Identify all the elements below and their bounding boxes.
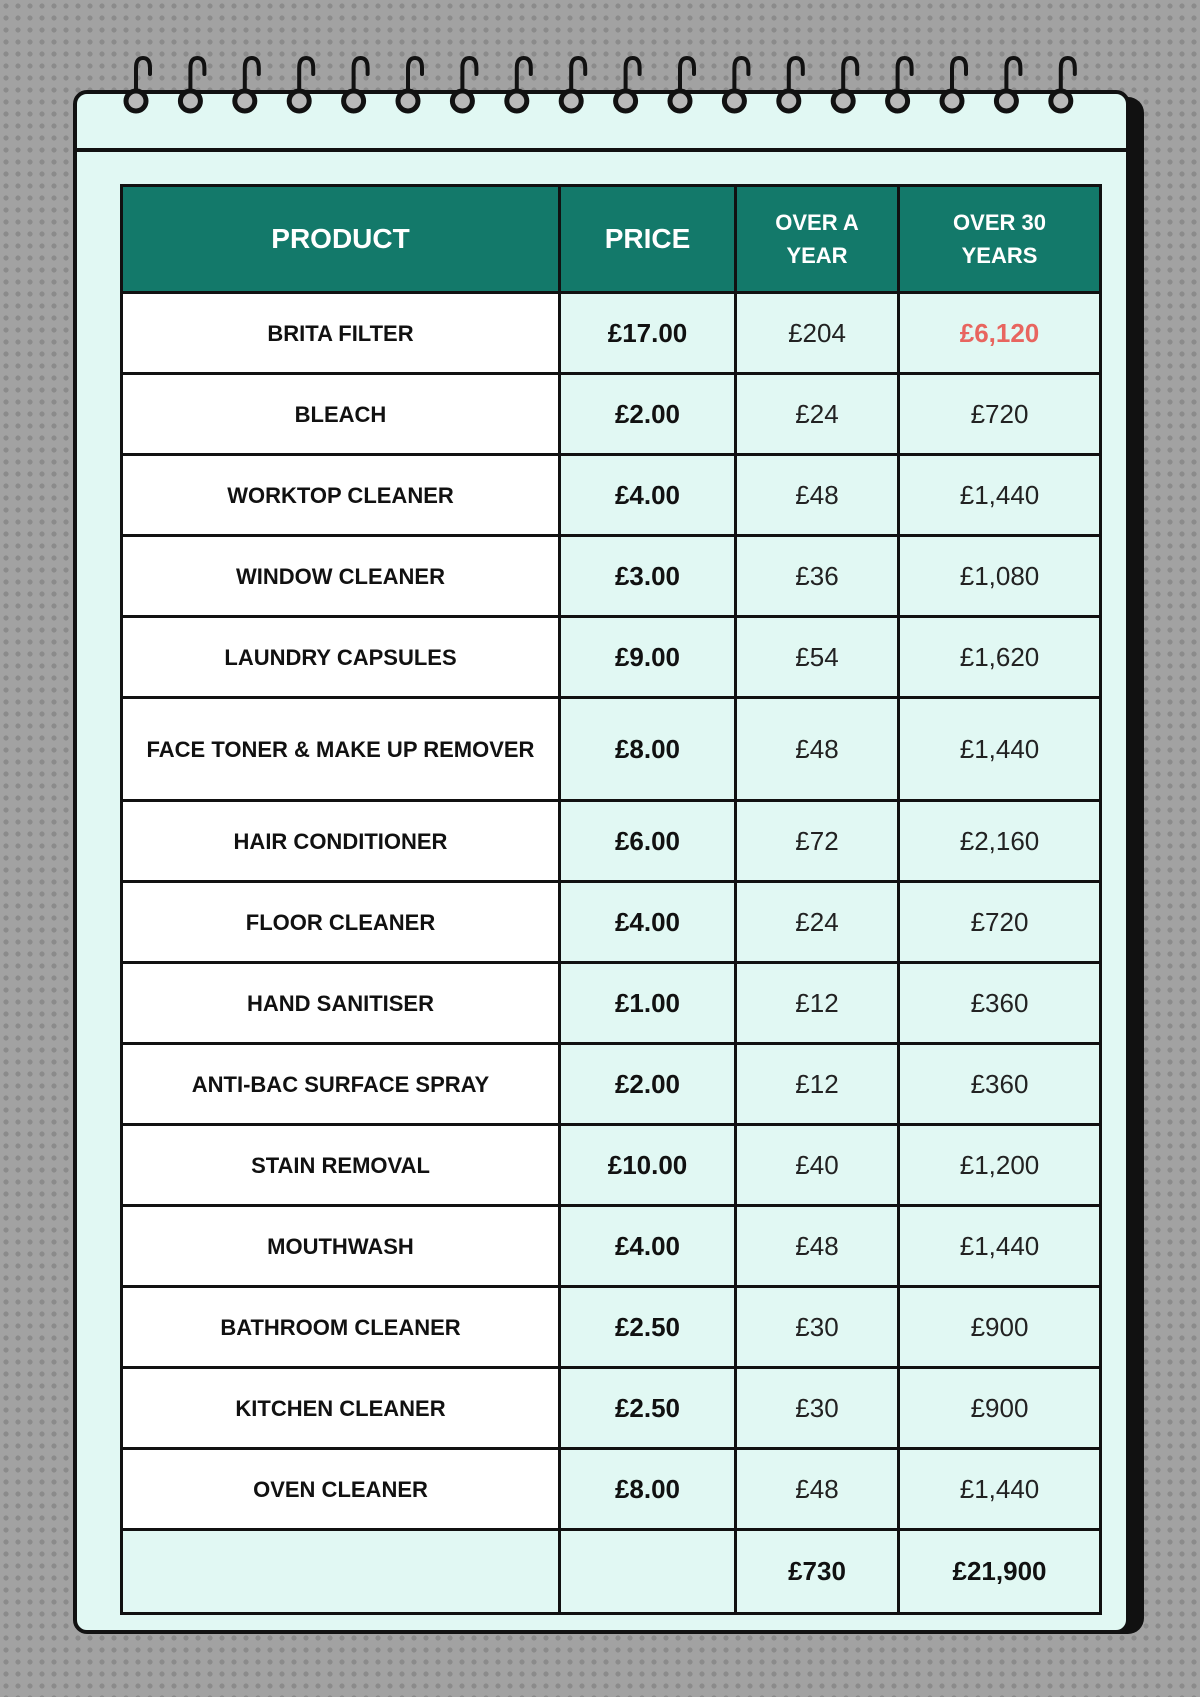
table-row — [122, 882, 1101, 963]
table-row — [122, 293, 1101, 374]
price-cell: £8.00 — [560, 1449, 736, 1530]
over-a-year-cell: £24 — [736, 882, 899, 963]
over-a-year-cell: £30 — [736, 1368, 899, 1449]
over-a-year-cell: £48 — [736, 455, 899, 536]
table-row — [122, 1287, 1101, 1368]
product-cell: HAIR CONDITIONER — [122, 801, 560, 882]
totals-row — [122, 1530, 1101, 1614]
table-row — [122, 1044, 1101, 1125]
over-30-years-cell: £720 — [899, 374, 1101, 455]
over-a-year-cell: £48 — [736, 698, 899, 801]
over-30-years-cell: £360 — [899, 963, 1101, 1044]
over-a-year-cell: £72 — [736, 801, 899, 882]
product-cell: BRITA FILTER — [122, 293, 560, 374]
table-row — [122, 455, 1101, 536]
header-over-a-year-line2: YEAR — [786, 243, 848, 268]
header-over-a-year — [736, 186, 899, 293]
price-cell: £10.00 — [560, 1125, 736, 1206]
product-cell: WINDOW CLEANER — [122, 536, 560, 617]
over-30-years-cell: £6,120 — [899, 293, 1101, 374]
over-30-years-cell: £1,440 — [899, 1206, 1101, 1287]
product-cell: WORKTOP CLEANER — [122, 455, 560, 536]
product-cell: BLEACH — [122, 374, 560, 455]
over-a-year-cell: £12 — [736, 963, 899, 1044]
header-over-30-years-line2: YEARS — [961, 243, 1038, 268]
table-row — [122, 1125, 1101, 1206]
price-cell: £1.00 — [560, 963, 736, 1044]
product-cell: LAUNDRY CAPSULES — [122, 617, 560, 698]
over-a-year-cell: £12 — [736, 1044, 899, 1125]
price-cell: £4.00 — [560, 882, 736, 963]
over-a-year-cell: £30 — [736, 1287, 899, 1368]
table-row — [122, 617, 1101, 698]
table-row — [122, 1368, 1101, 1449]
over-a-year-cell: £36 — [736, 536, 899, 617]
price-cell: £6.00 — [560, 801, 736, 882]
product-cell: FACE TONER & MAKE UP REMOVER — [122, 698, 560, 801]
price-cell: £4.00 — [560, 455, 736, 536]
header-price: PRICE — [560, 186, 736, 293]
price-cell: £2.50 — [560, 1368, 736, 1449]
table-row — [122, 963, 1101, 1044]
product-cell: MOUTHWASH — [122, 1206, 560, 1287]
over-30-years-cell: £900 — [899, 1287, 1101, 1368]
product-cell: BATHROOM CLEANER — [122, 1287, 560, 1368]
over-a-year-cell: £204 — [736, 293, 899, 374]
header-over-a-year-line1: OVER A — [775, 210, 859, 235]
table-row — [122, 374, 1101, 455]
over-30-years-cell: £1,440 — [899, 1449, 1101, 1530]
price-cell: £2.00 — [560, 1044, 736, 1125]
over-30-years-cell: £1,620 — [899, 617, 1101, 698]
over-30-years-cell: £1,080 — [899, 536, 1101, 617]
product-cell: FLOOR CLEANER — [122, 882, 560, 963]
price-cell: £9.00 — [560, 617, 736, 698]
total-price-cell — [560, 1530, 736, 1614]
table-row — [122, 698, 1101, 801]
total-over-a-year: £730 — [736, 1530, 899, 1614]
over-a-year-cell: £48 — [736, 1206, 899, 1287]
over-a-year-cell: £24 — [736, 374, 899, 455]
total-product-cell — [122, 1530, 560, 1614]
product-cell: STAIN REMOVAL — [122, 1125, 560, 1206]
price-cell: £8.00 — [560, 698, 736, 801]
over-a-year-cell: £48 — [736, 1449, 899, 1530]
table-row — [122, 1449, 1101, 1530]
product-cell: OVEN CLEANER — [122, 1449, 560, 1530]
header-over-30-years — [899, 186, 1101, 293]
table-header-row — [122, 186, 1101, 293]
product-cell: KITCHEN CLEANER — [122, 1368, 560, 1449]
table-row — [122, 1206, 1101, 1287]
over-a-year-cell: £40 — [736, 1125, 899, 1206]
cost-table — [120, 184, 1102, 1615]
notepad-header-divider — [77, 148, 1126, 152]
price-cell: £3.00 — [560, 536, 736, 617]
over-30-years-cell: £1,200 — [899, 1125, 1101, 1206]
price-cell: £2.50 — [560, 1287, 736, 1368]
over-30-years-cell: £1,440 — [899, 698, 1101, 801]
total-over-30-years: £21,900 — [899, 1530, 1101, 1614]
product-cell: HAND SANITISER — [122, 963, 560, 1044]
over-30-years-cell: £360 — [899, 1044, 1101, 1125]
price-cell: £4.00 — [560, 1206, 736, 1287]
over-30-years-cell: £900 — [899, 1368, 1101, 1449]
header-over-30-years-line1: OVER 30 — [953, 210, 1046, 235]
table-row — [122, 536, 1101, 617]
over-30-years-cell: £720 — [899, 882, 1101, 963]
header-product: PRODUCT — [122, 186, 560, 293]
price-cell: £2.00 — [560, 374, 736, 455]
over-a-year-cell: £54 — [736, 617, 899, 698]
price-cell: £17.00 — [560, 293, 736, 374]
over-30-years-cell: £2,160 — [899, 801, 1101, 882]
product-cell: ANTI-BAC SURFACE SPRAY — [122, 1044, 560, 1125]
over-30-years-cell: £1,440 — [899, 455, 1101, 536]
table-row — [122, 801, 1101, 882]
